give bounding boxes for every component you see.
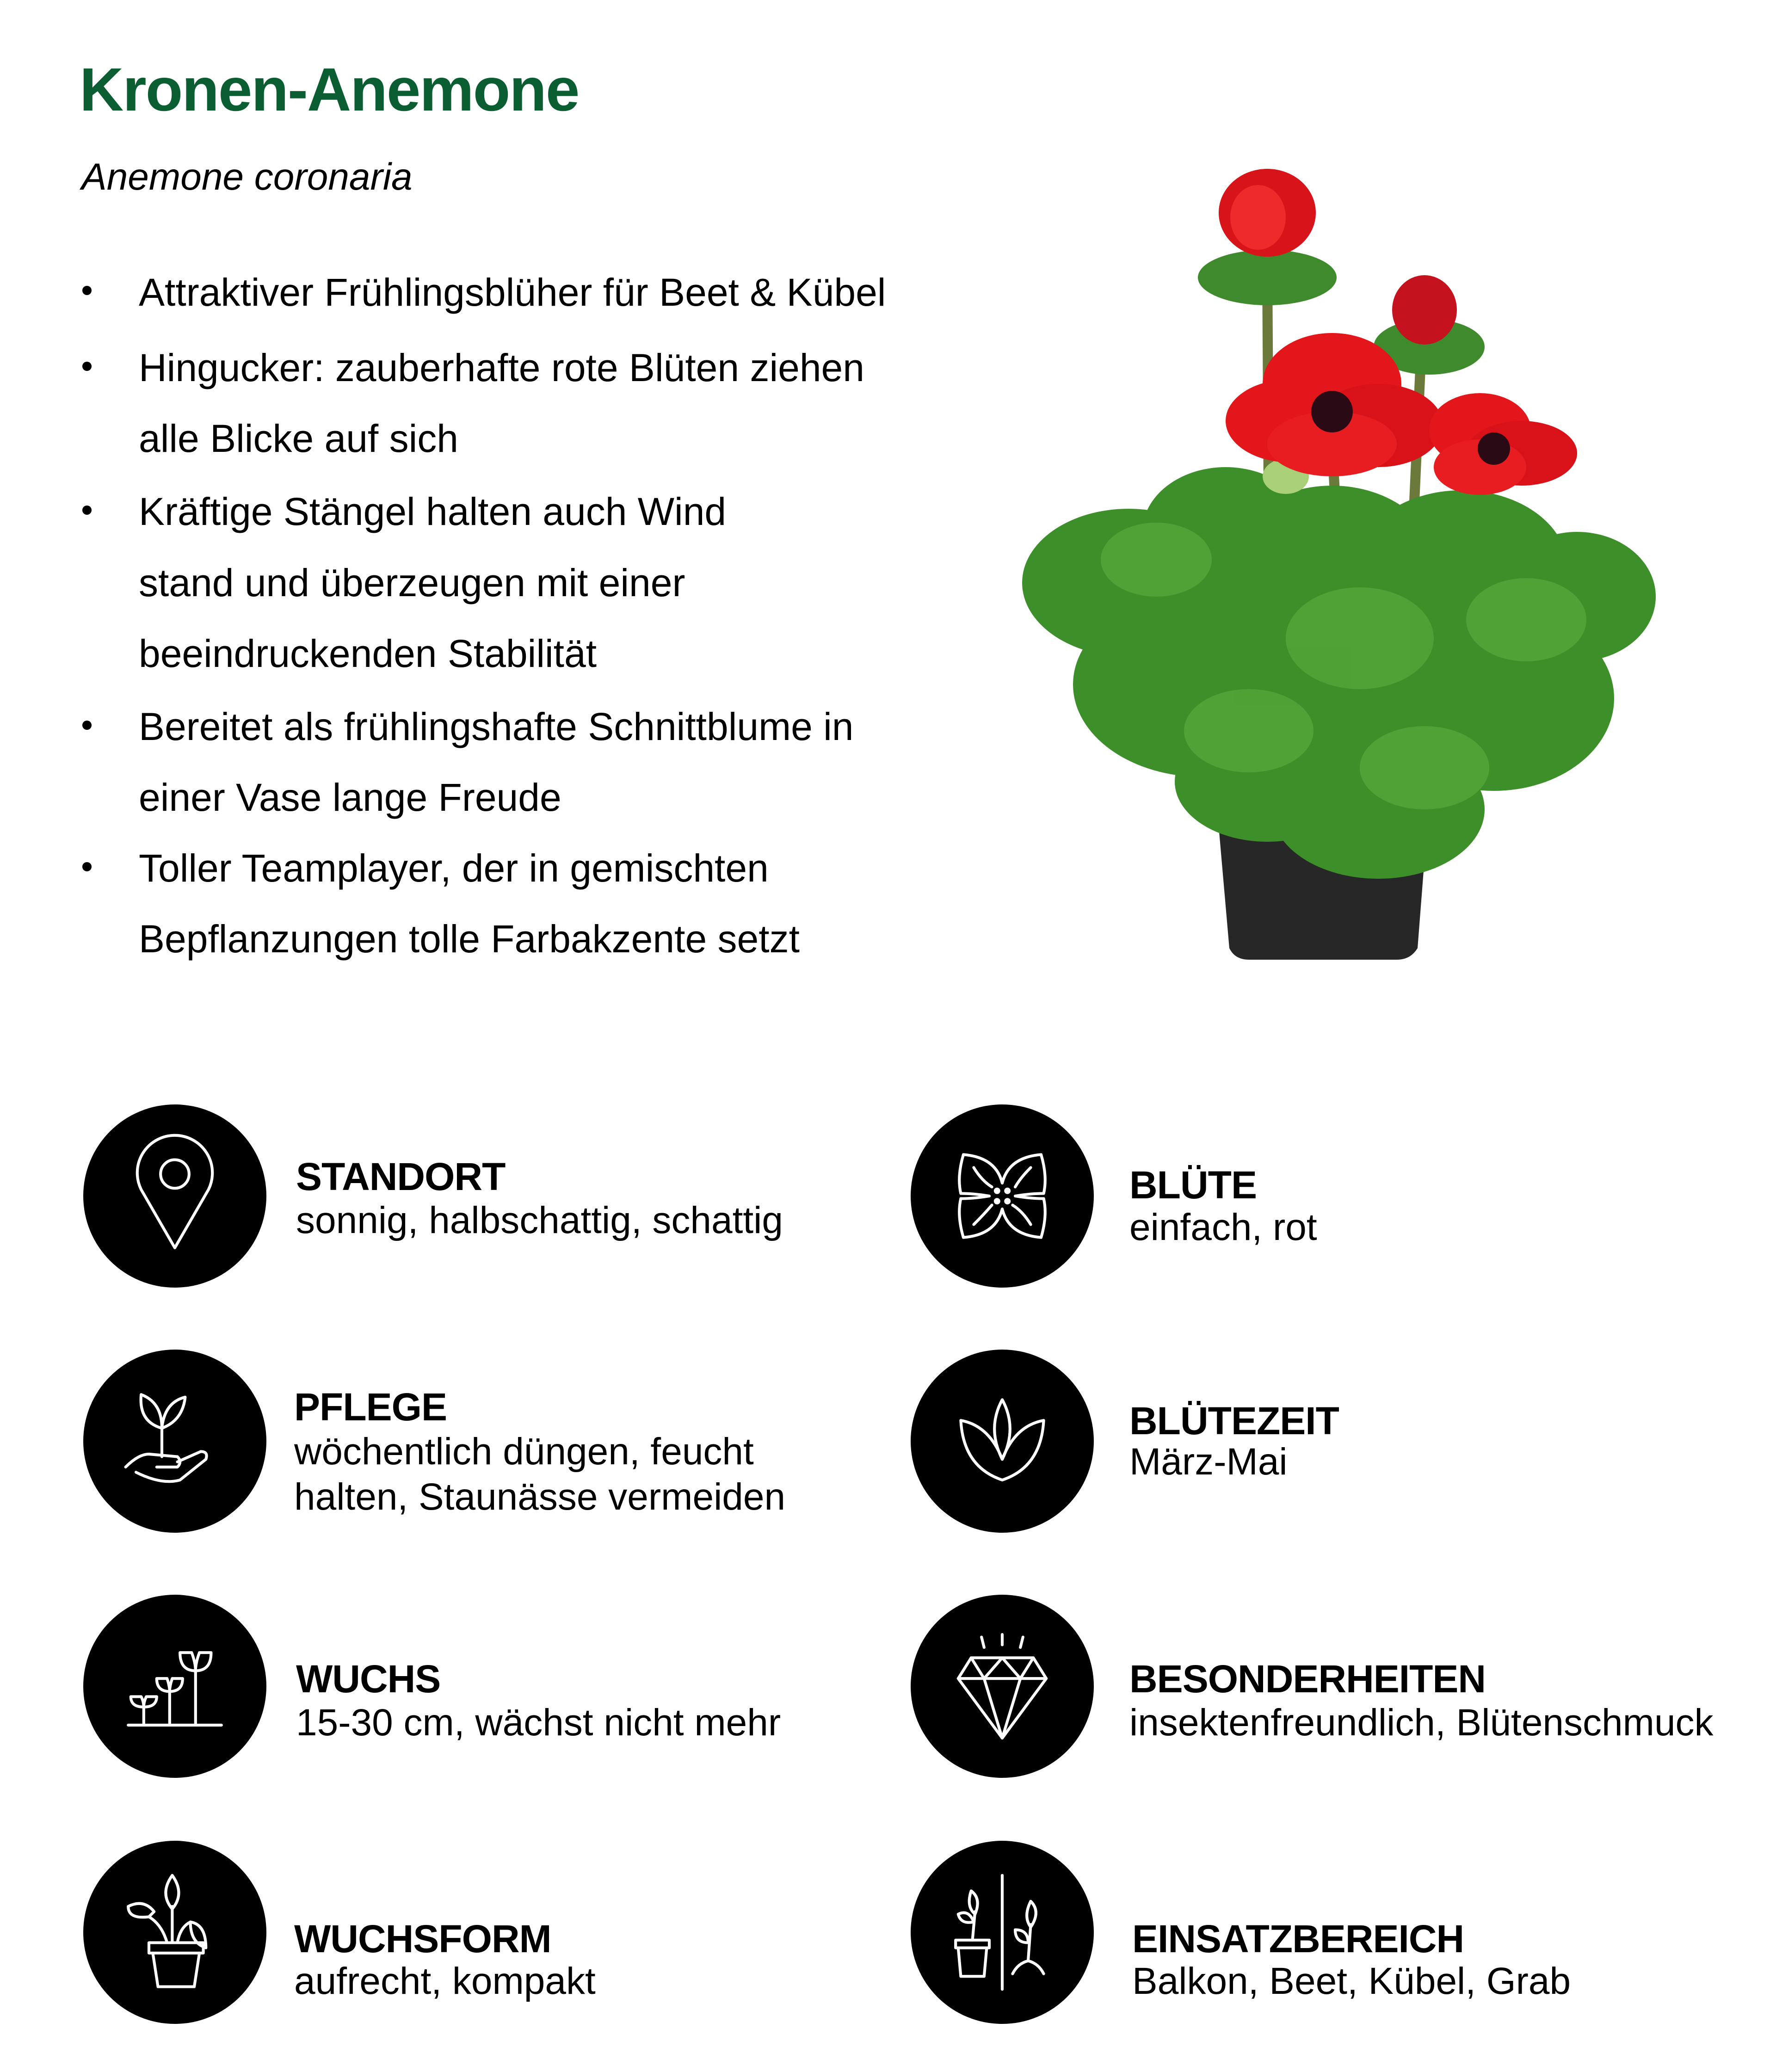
feature-label: WUCHSFORM: [294, 1917, 551, 1961]
diamond-icon: [911, 1595, 1094, 1778]
bullet-line: Bepflanzungen tolle Farbakzente setzt: [139, 917, 800, 961]
pot-and-bed-icon: [911, 1841, 1094, 2024]
feature-value: Balkon, Beet, Kübel, Grab: [1132, 1960, 1571, 2002]
feature-label: BLÜTE: [1129, 1163, 1257, 1207]
bullet-dot-icon: [82, 721, 92, 730]
bullet-line: beeindruckenden Stabilität: [139, 632, 597, 675]
bullet-dot-icon: [82, 286, 92, 295]
bullet-line: Hingucker: zauberhafte rote Blüten ziehen: [139, 346, 864, 389]
feature-label: PFLEGE: [294, 1385, 447, 1429]
page-title: Kronen-Anemone: [80, 56, 579, 123]
bullet-line: alle Blicke auf sich: [139, 417, 458, 460]
feature-value: aufrecht, kompakt: [294, 1960, 596, 2002]
feature-value: 15-30 cm, wächst nicht mehr: [296, 1702, 781, 1744]
bullet-line: Bereitet als frühlingshafte Schnittblume in: [139, 705, 854, 748]
seedling-hand-icon: [83, 1350, 266, 1533]
feature-value: halten, Staunässe vermeiden: [294, 1476, 786, 1518]
feature-value: März-Mai: [1129, 1441, 1288, 1483]
feature-label: BESONDERHEITEN: [1129, 1657, 1486, 1701]
feature-label: WUCHS: [296, 1657, 441, 1701]
bullet-dot-icon: [82, 362, 92, 371]
bullet-line: stand und überzeugen mit einer: [139, 561, 685, 604]
bullet-dot-icon: [82, 506, 92, 515]
bullet-line: Attraktiver Frühlingsblüher für Beet & Kübel: [139, 271, 886, 314]
flower-icon: [911, 1104, 1094, 1288]
feature-value: insektenfreundlich, Blütenschmuck: [1129, 1702, 1714, 1744]
lotus-icon: [911, 1350, 1094, 1533]
growth-sprouts-icon: [83, 1595, 266, 1778]
potted-anemone-illustration: [1008, 153, 1665, 976]
feature-label: BLÜTEZEIT: [1129, 1399, 1339, 1443]
potted-plant-icon: [83, 1841, 266, 2024]
bullet-line: einer Vase lange Freude: [139, 776, 561, 819]
product-image: [1008, 153, 1665, 976]
bullet-line: Kräftige Stängel halten auch Wind: [139, 490, 727, 533]
feature-label: EINSATZBEREICH: [1132, 1917, 1464, 1961]
feature-label: STANDORT: [296, 1155, 506, 1198]
bullet-dot-icon: [82, 862, 92, 871]
botanical-name: Anemone coronaria: [81, 156, 413, 198]
location-pin-icon: [83, 1104, 266, 1288]
feature-value: wöchentlich düngen, feucht: [294, 1431, 754, 1473]
feature-value: sonnig, halbschattig, schattig: [296, 1199, 783, 1241]
bullet-line: Toller Teamplayer, der in gemischten: [139, 846, 769, 890]
feature-value: einfach, rot: [1129, 1206, 1317, 1248]
